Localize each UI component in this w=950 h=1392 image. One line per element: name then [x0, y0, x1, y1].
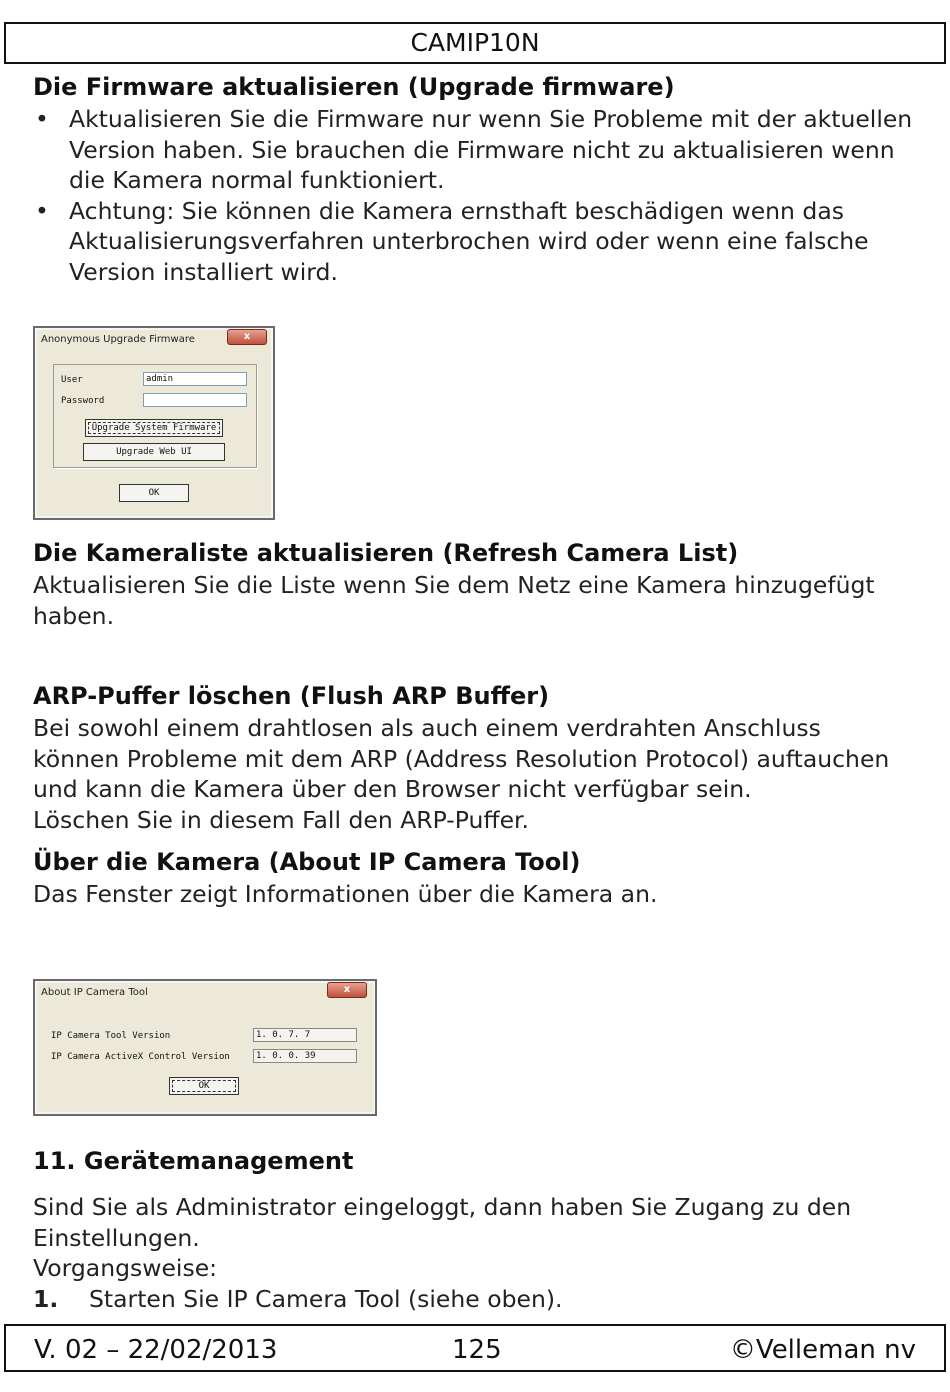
activex-version-field: 1. 0. 0. 39 — [253, 1049, 357, 1063]
heading-device-management: 11. Gerätemanagement — [33, 1147, 354, 1175]
password-label: Password — [61, 396, 105, 406]
about-text: Das Fenster zeigt Informationen über die Kamera an. — [33, 880, 658, 908]
step-1 — [33, 1284, 913, 1315]
close-icon[interactable]: x — [327, 982, 367, 998]
arp-text: Bei sowohl einem drahtlosen als auch einem verdrahten Anschluss können Probleme mit dem ARP (Address Resolution Protocol) auftauchen und kann die Kamera über den Browser nicht verfügbar sein. — [33, 714, 890, 803]
tool-version-label: IP Camera Tool Version — [51, 1031, 171, 1041]
refresh-text: Aktualisieren Sie die Liste wenn Sie dem Netz eine Kamera hinzugefügt haben. — [33, 571, 875, 630]
ok-button[interactable]: OK — [169, 1077, 239, 1095]
bullet-icon: • — [35, 105, 49, 133]
bullet-text: Achtung: Sie können die Kamera ernsthaft beschädigen wenn das Aktualisierungsverfahren unterbrochen wird oder wenn eine falsche Version installiert wird. — [69, 196, 869, 286]
management-text-2: Vorgangsweise: — [33, 1254, 218, 1282]
bullet-icon: • — [35, 196, 49, 225]
arp-text-2: Löschen Sie in diesem Fall den ARP-Puffer. — [33, 805, 530, 834]
heading-upgrade-firmware: Die Firmware aktualisieren (Upgrade firmware) — [33, 73, 675, 101]
list-item — [33, 104, 913, 196]
step-number: 1. — [33, 1284, 59, 1313]
footer-page-number: 125 — [452, 1335, 502, 1365]
page-header — [4, 22, 946, 64]
dialog-title: About IP Camera Tool — [41, 987, 148, 998]
close-icon[interactable]: x — [227, 329, 267, 345]
ok-button[interactable]: OK — [119, 484, 189, 502]
password-field[interactable] — [143, 393, 247, 407]
step-text: Starten Sie IP Camera Tool (siehe oben). — [89, 1284, 563, 1313]
user-label: User — [61, 375, 83, 385]
bullet-text: Aktualisieren Sie die Firmware nur wenn Sie Probleme mit der aktuellen Version haben. Sie brauchen die Firmware nicht zu aktualisieren wenn die Kamera normal funktioniert. — [69, 105, 913, 194]
page-footer — [4, 1324, 946, 1372]
footer-copyright: ©Velleman nv — [729, 1335, 916, 1365]
upgrade-bullet-list — [33, 104, 913, 287]
list-item — [33, 196, 913, 288]
page-content — [33, 70, 913, 287]
page-content-middle — [33, 536, 913, 910]
footer-version: V. 02 – 22/02/2013 — [34, 1335, 278, 1365]
heading-refresh-camera-list: Die Kameraliste aktualisieren (Refresh Camera List) — [33, 539, 739, 567]
upgrade-system-firmware-button[interactable]: Upgrade System Firmware — [85, 419, 223, 437]
tool-version-field: 1. 0. 7. 7 — [253, 1028, 357, 1042]
management-text: Sind Sie als Administrator eingeloggt, dann haben Sie Zugang zu den Einstellungen. — [33, 1193, 852, 1252]
upgrade-firmware-dialog — [33, 326, 275, 520]
about-dialog — [33, 979, 377, 1116]
activex-version-label: IP Camera ActiveX Control Version — [51, 1052, 230, 1062]
user-field[interactable]: admin — [143, 372, 247, 386]
heading-flush-arp-buffer: ARP-Puffer löschen (Flush ARP Buffer) — [33, 682, 550, 710]
upgrade-web-ui-button[interactable]: Upgrade Web UI — [83, 443, 225, 461]
document-title: CAMIP10N — [410, 28, 540, 57]
dialog-title: Anonymous Upgrade Firmware — [41, 334, 195, 345]
page-content-bottom — [33, 1144, 913, 1314]
heading-about-camera: Über die Kamera (About IP Camera Tool) — [33, 848, 581, 876]
